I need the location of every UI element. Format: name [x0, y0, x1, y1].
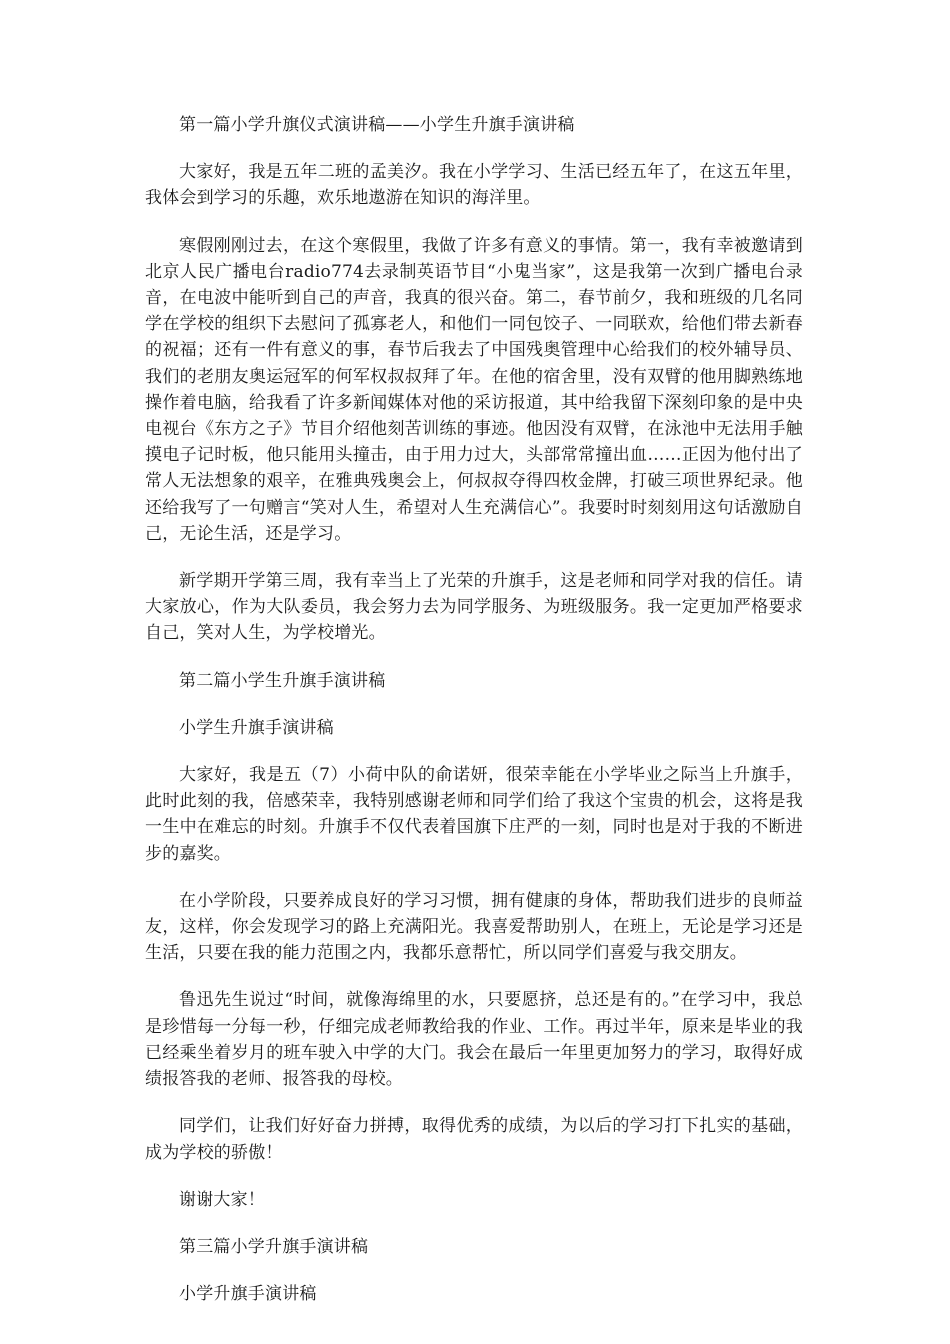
paragraph: 新学期开学第三周，我有幸当上了光荣的升旗手，这是老师和同学对我的信任。请大家放心，作为大队委员，我会努力去为同学服务、为班级服务。我一定更加严格要求自己，笑对人生，为学校增光。: [145, 571, 803, 644]
section-title-2: 第二篇小学生升旗手演讲稿: [179, 670, 386, 691]
speech-title: 小学升旗手演讲稿: [179, 1284, 317, 1305]
paragraph: 在小学阶段，只要养成良好的学习习惯，拥有健康的身体，帮助我们进步的良师益友，这样，你会发现学习的路上充满阳光。我喜爱帮助别人，在班上，无论是学习还是生活，只要在我的能力范围之内，我都乐意帮忙，所以同学们喜爱与我交朋友。: [145, 890, 803, 964]
paragraph: 鲁迅先生说过“时间，就像海绵里的水，只要愿挤，总还是有的。”在学习中，我总是珍惜每一分每一秒，仔细完成老师教给我的作业、工作。再过半年，原来是毕业的我已经乘坐着岁月的班车驶入中学的大门。我会在最后一年里更加努力的学习，取得好成绩报答我的老师、报答我的母校。: [145, 990, 803, 1090]
paragraph: 大家好，我是五年二班的孟美汐。我在小学学习、生活已经五年了，在这五年里，我体会到学习的乐趣，欢乐地遨游在知识的海洋里。: [145, 162, 803, 209]
speech-title: 小学生升旗手演讲稿: [179, 717, 334, 738]
section-title-1: 第一篇小学升旗仪式演讲稿——小学生升旗手演讲稿: [179, 115, 575, 135]
paragraph: 大家好，我是五（7）小荷中队的俞诺妍，很荣幸能在小学毕业之际当上升旗手，此时此刻的我，倍感荣幸，我特别感谢老师和同学们给了我这个宝贵的机会，这将是我一生中在难忘的时刻。升旗手不仅代表着国旗下庄严的一刻，同时也是对于我的不断进步的嘉奖。: [145, 765, 803, 864]
document-page: [145, 112, 803, 1307]
paragraph: 同学们，让我们好好奋力拼搏，取得优秀的成绩，为以后的学习打下扎实的基础，成为学校的骄傲！: [145, 1116, 803, 1163]
closing-line: 谢谢大家！: [179, 1189, 265, 1210]
paragraph: 寒假刚刚过去，在这个寒假里，我做了许多有意义的事情。第一，我有幸被邀请到北京人民广播电台radio774去录制英语节目“小鬼当家”，这是我第一次到广播电台录音，在电波中能听到自己的声音，我真的很兴奋。第二，春节前夕，我和班级的几名同学在学校的组织下去慰问了孤寡老人，和他们一同包饺子、一同联欢，给他们带去新春的祝福；还有一件有意义的事，春节后我去了中国残奥管理中心给我们的校外辅导员、我们的老朋友奥运冠军的何军权叔叔拜了年。在他的宿舍里，没有双臂的他用脚熟练地操作着电脑，给我看了许多新闻媒体对他的采访报道，其中给我留下深刻印象的是中央电视台《东方之子》节目介绍他刻苦训练的事迹。他因没有双臂，在泳池中无法用手触摸电子记时板，他只能用头撞击，由于用力过大，头部常常撞出血……正因为他付出了常人无法想象的艰辛，在雅典残奥会上，何叔叔夺得四枚金牌，打破三项世界纪录。他还给我写了一句赠言“笑对人生，希望对人生充满信心”。我要时时刻刻用这句话激励自己，无论生活，还是学习。: [145, 235, 803, 544]
section-title-3: 第三篇小学升旗手演讲稿: [179, 1236, 369, 1257]
